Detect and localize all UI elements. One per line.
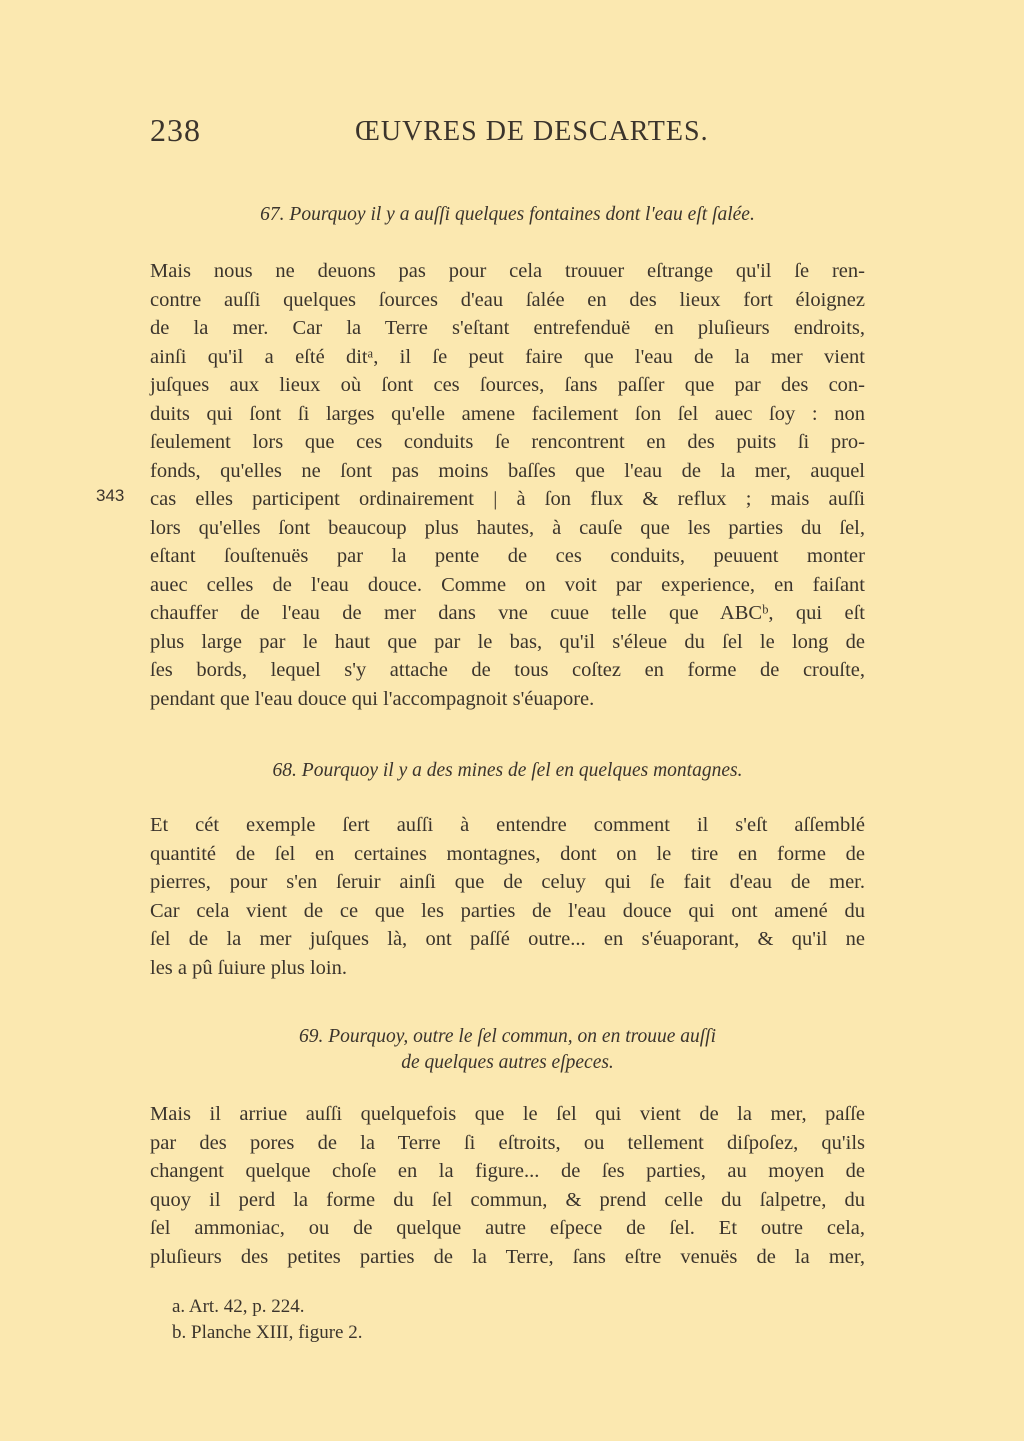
text-line: quoy il perd la forme du ſel commun, & prend celle du ſalpetre, du xyxy=(150,1188,865,1211)
margin-page-reference: 343 xyxy=(96,486,125,505)
text-line: duits qui ſont ſi larges qu'elle amene facilement ſon ſel auec ſoy : non xyxy=(150,402,865,425)
text-line: ainſi qu'il a eſté ditᵃ, il ſe peut faire que l'eau de la mer vient xyxy=(150,345,865,368)
text-line: eſtant ſouſtenuës par la pente de ces conduits, peuuent monter xyxy=(150,545,865,567)
section-heading-68: 68. Pourquoy il y a des mines de ſel en quelques montagnes. xyxy=(272,760,743,781)
text-line: Mais il arriue auſſi quelquefois que le ſel qui vient de la mer, paſſe xyxy=(150,1103,865,1125)
footnote-a: a. Art. 42, p. 224. xyxy=(172,1296,305,1317)
text-line: fonds, qu'elles ne ſont pas moins baſſes que l'eau de la mer, auquel xyxy=(150,459,865,482)
text-line: ſes bords, lequel s'y attache de tous coſtez en forme de crouſte, xyxy=(150,659,865,681)
paragraph-69 xyxy=(150,1100,865,1271)
running-title: ŒUVRES DE DESCARTES. xyxy=(355,116,709,147)
text-line: par des pores de la Terre ſi eſtroits, ou tellement diſpoſez, qu'ils xyxy=(150,1131,865,1154)
section-heading-69-continued: de quelques autres eſpeces. xyxy=(401,1052,614,1073)
text-line: pluſieurs des petites parties de la Terre, ſans eſtre venuës de la mer, xyxy=(150,1245,865,1268)
paragraph-68 xyxy=(150,811,865,982)
text-line: quantité de ſel en certaines montagnes, dont on le tire en forme de xyxy=(150,842,865,865)
text-line: contre auſſi quelques ſources d'eau ſalée en des lieux fort éloignez xyxy=(150,288,865,311)
text-line: plus large par le haut que par le bas, qu'il s'éleue du ſel le long de xyxy=(150,630,865,653)
text-line: changent quelque choſe en la figure... de ſes parties, au moyen de xyxy=(150,1160,865,1182)
text-line: chauffer de l'eau de mer dans vne cuue telle que ABCᵇ, qui eſt xyxy=(150,602,865,624)
text-line: lors qu'elles ſont beaucoup plus hautes, à cauſe que les parties du ſel, xyxy=(150,516,865,539)
text-line: pendant que l'eau douce qui l'accompagnoit s'éuapore. xyxy=(150,687,595,710)
text-line: Mais nous ne deuons pas pour cela trouuer eſtrange qu'il ſe ren- xyxy=(150,260,865,282)
paragraph-67 xyxy=(150,257,865,713)
text-line: ſeulement lors que ces conduits ſe rencontrent en des puits ſi pro- xyxy=(150,431,865,453)
text-line: Et cét exemple ſert auſſi à entendre comment il s'eſt aſſemblé xyxy=(150,814,865,836)
text-line: les a pû ſuiure plus loin. xyxy=(150,956,348,979)
page-number: 238 xyxy=(150,112,201,148)
text-line: ſel ammoniac, ou de quelque autre eſpece de ſel. Et outre cela, xyxy=(150,1217,865,1239)
text-line: juſques aux lieux où ſont ces ſources, ſans paſſer que par des con- xyxy=(150,374,865,396)
section-heading-69: 69. Pourquoy, outre le ſel commun, on en trouue auſſi xyxy=(298,1026,717,1047)
text-line: de la mer. Car la Terre s'eſtant entrefenduë en pluſieurs endroits, xyxy=(150,317,865,339)
text-line: auec celles de l'eau douce. Comme on voit par experience, en faiſant xyxy=(150,573,865,596)
text-line: pierres, pour s'en ſeruir ainſi que de celuy qui ſe fait d'eau de mer. xyxy=(150,871,865,893)
text-line: cas elles participent ordinairement | à ſon flux & reflux ; mais auſſi xyxy=(150,488,865,510)
text-line: Car cela vient de ce que les parties de l'eau douce qui ont amené du xyxy=(150,899,865,922)
section-heading-67: 67. Pourquoy il y a auſſi quelques fontaines dont l'eau eſt ſalée. xyxy=(260,204,755,225)
footnote-b: b. Planche XIII, figure 2. xyxy=(172,1322,363,1343)
text-line: ſel de la mer juſques là, ont paſſé outre... en s'éuaporant, & qu'il ne xyxy=(150,928,865,950)
